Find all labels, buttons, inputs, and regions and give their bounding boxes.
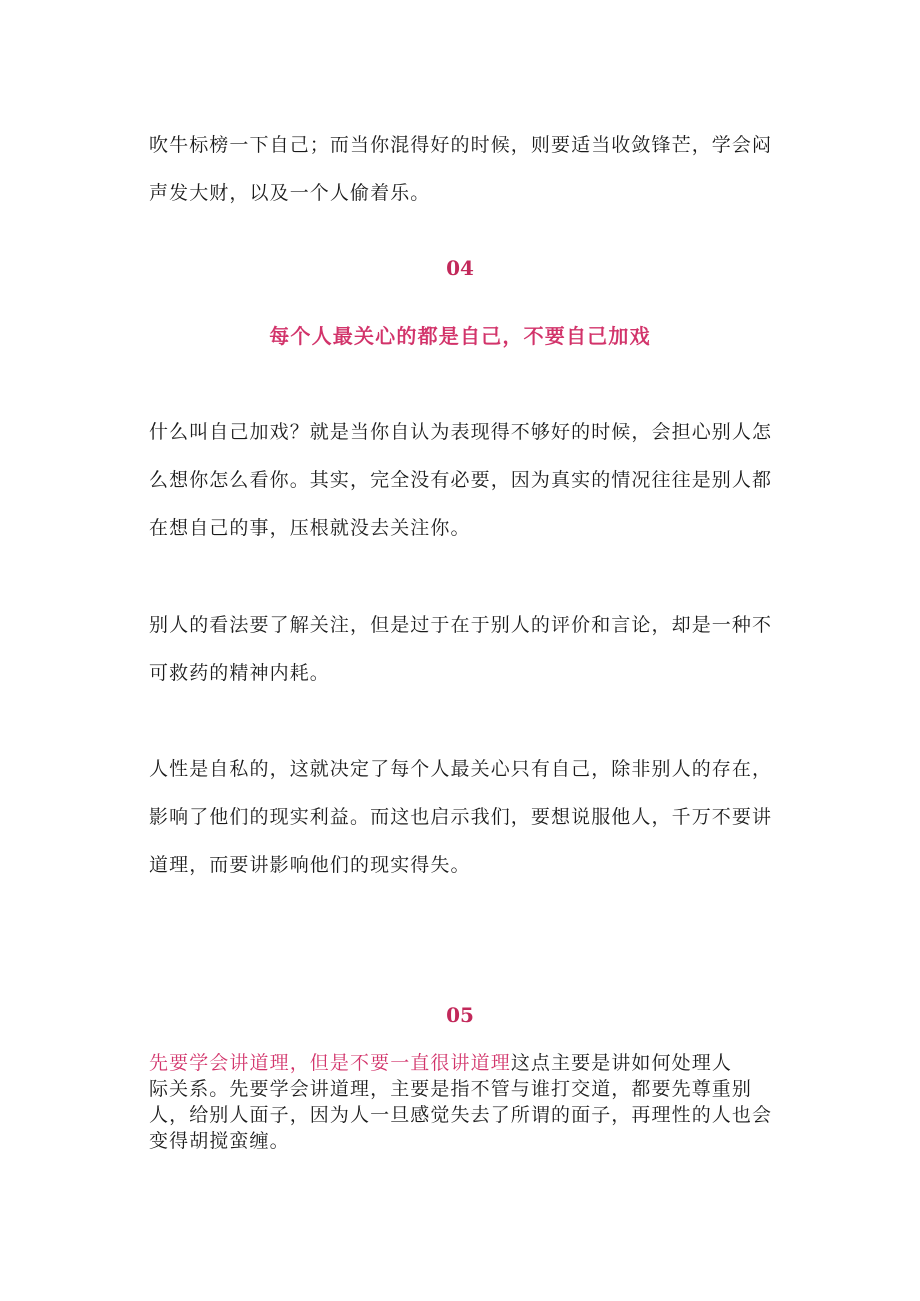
text-line: 么想你怎么看你。其实，完全没有必要，因为真实的情况往往是别人都 [149,469,773,491]
text-line: 人性是自私的，这就决定了每个人最关心只有自己，除非别人的存在， [149,758,773,780]
text-line [149,1050,774,1076]
text-line: 在想自己的事，压根就没去关注你。 [149,517,471,539]
text-line: 可救药的精神内耗。 [149,662,330,684]
section-number-05: 05 [446,1003,474,1027]
paragraph-04-1 [149,408,774,552]
text-line: 声发大财，以及一个人偷着乐。 [149,182,431,204]
text-line: 吹牛标榜一下自己；而当你混得好的时候，则要适当收敛锋芒，学会闷 [149,134,773,156]
inline-heading-05: 先要学会讲道理，但是不要一直很讲道理 [149,1052,511,1074]
text-line: 什么叫自己加戏？就是当你自认为表现得不够好的时候，会担心别人怎 [149,421,773,443]
text-line: 道理，而要讲影响他们的现实得失。 [149,854,471,876]
line-rest: 这点主要是讲如何处理人 [510,1052,732,1074]
text-line: 别人的看法要了解关注，但是过于在于别人的评价和言论，却是一种不 [149,614,773,636]
paragraph-04-3 [149,745,774,889]
paragraph-04-2 [149,601,774,697]
text-line: 际关系。先要学会讲道理，主要是指不管与谁打交道，都要先尊重别 [149,1078,753,1100]
intro-paragraph [149,121,774,217]
text-line: 变得胡搅蛮缠。 [149,1130,290,1152]
section-number-04: 04 [446,256,474,280]
text-line: 人，给别人面子，因为人一旦感觉失去了所谓的面子，再理性的人也会 [149,1104,773,1126]
text-line: 影响了他们的现实利益。而这也启示我们，要想说服他人，千万不要讲 [149,806,773,828]
paragraph-05 [149,1050,774,1154]
section-heading-04: 每个人最关心的都是自己，不要自己加戏 [269,324,651,348]
